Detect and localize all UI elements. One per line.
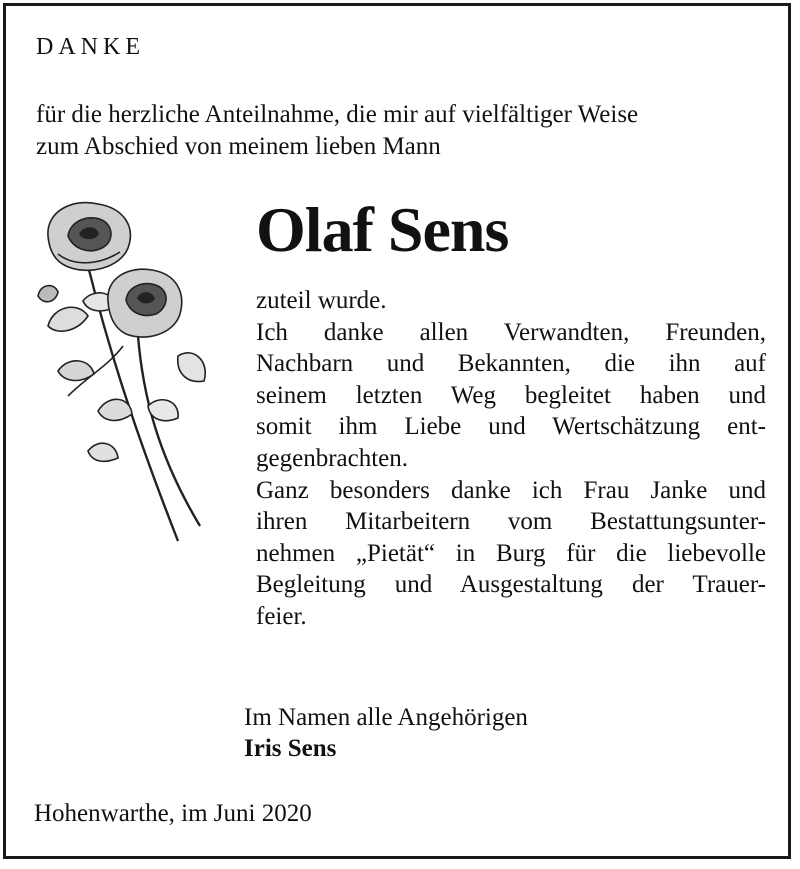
body-line: gegenbrachten. <box>256 444 409 472</box>
body-line: seinem letzten Weg begleitet haben und <box>256 381 766 409</box>
signature-name: Iris Sens <box>244 735 337 762</box>
body-text <box>256 285 766 633</box>
signature-block <box>244 702 528 764</box>
body-line: Ich danke allen Verwandten, Freunden, <box>256 318 766 346</box>
body-line: somit ihm Liebe und Wertschätzung ent- <box>256 413 766 441</box>
body-line: ihren Mitarbeitern vom Bestattungsunter- <box>256 508 766 536</box>
body-line: Begleitung und Ausgestaltung der Trauer- <box>256 571 766 599</box>
body-line: zuteil wurde. <box>256 287 387 314</box>
notice-heading: DANKE <box>36 34 145 60</box>
intro-line: zum Abschied von meinem lieben Mann <box>36 133 441 160</box>
intro-text <box>36 99 776 163</box>
signature-line: Im Namen alle Angehörigen <box>244 704 528 731</box>
place-date: Hohenwarthe, im Juni 2020 <box>34 800 312 827</box>
deceased-name: Olaf Sens <box>256 194 509 265</box>
body-line: nehmen „Pietät“ in Burg für die liebevolle <box>256 539 766 567</box>
body-line: feier. <box>256 602 307 630</box>
roses-icon <box>28 196 214 558</box>
intro-line: für die herzliche Anteilnahme, die mir auf vielfältiger Weise <box>36 101 639 128</box>
body-line: Ganz besonders danke ich Frau Janke und <box>256 476 766 504</box>
body-line: Nachbarn und Bekannten, die ihn auf <box>256 350 766 378</box>
